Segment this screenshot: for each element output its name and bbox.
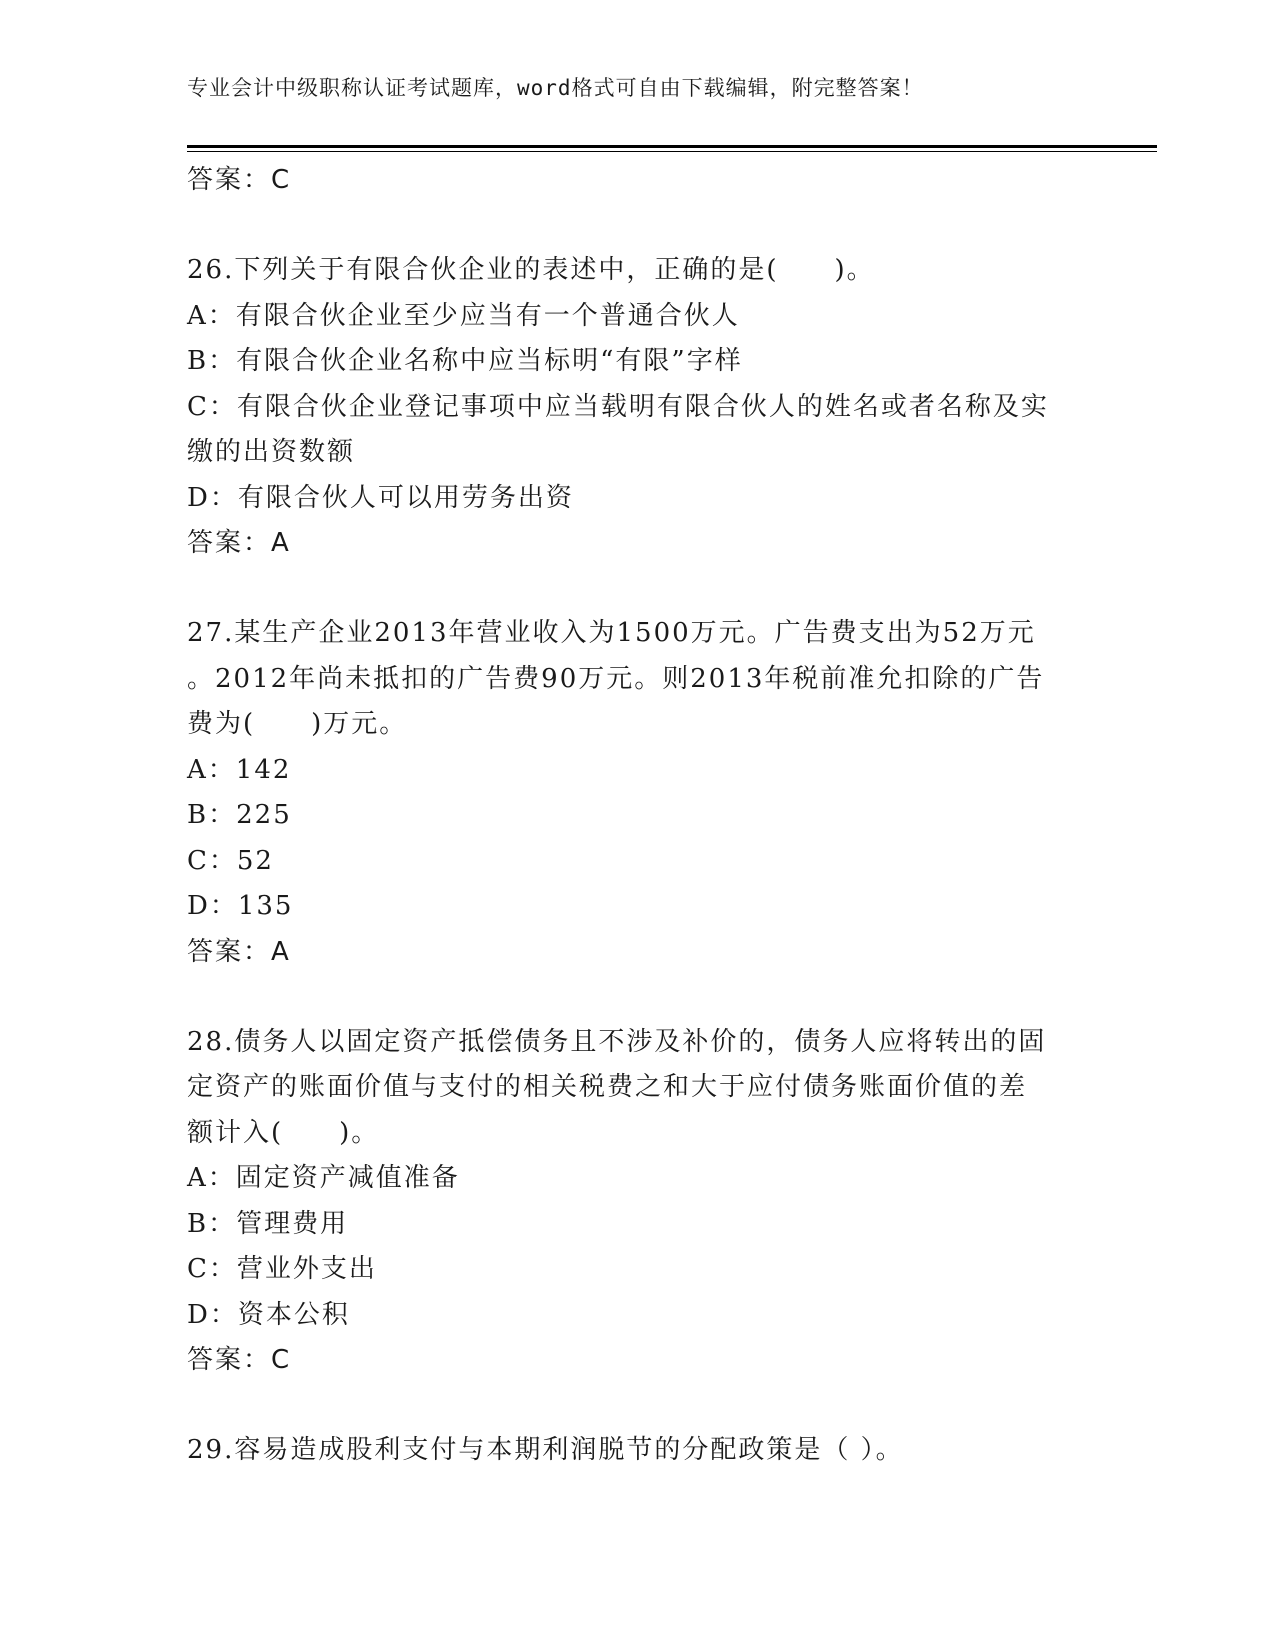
question-block <box>187 248 1087 566</box>
page-content <box>187 158 1087 1474</box>
question-stem-cont: 定资产的账面价值与支付的相关税费之和大于应付债务账面价值的差 <box>187 1072 1028 1102</box>
question-stem-cont: 。2012年尚未抵扣的广告费90万元。则2013年税前准允扣除的广告 <box>187 663 1045 694</box>
question-stem: 27.某生产企业2013年营业收入为1500万元。广告费支出为52万元 <box>187 618 1036 648</box>
option-d: D：135 <box>187 891 294 921</box>
header-rule <box>187 145 1157 148</box>
option-b: B：有限合伙企业名称中应当标明“有限”字样 <box>187 346 743 376</box>
question-stem: 28.债务人以固定资产抵偿债务且不涉及补价的，债务人应将转出的固 <box>187 1026 1047 1057</box>
question-block <box>187 1428 1087 1474</box>
answer-line: 答案：A <box>187 936 291 967</box>
answer-line: 答案：C <box>187 1345 292 1375</box>
question-block <box>187 1020 1087 1384</box>
answer-line: 答案：C <box>187 165 292 195</box>
option-d: D：有限合伙人可以用劳务出资 <box>187 482 574 513</box>
question-block <box>187 611 1087 975</box>
option-a: A：固定资产减值准备 <box>187 1163 460 1193</box>
option-c: C：有限合伙企业登记事项中应当载明有限合伙人的姓名或者名称及实 <box>187 391 1049 422</box>
answer-line: 答案：A <box>187 528 291 558</box>
option-d: D：资本公积 <box>187 1299 350 1330</box>
question-stem-cont: 费为( )万元。 <box>187 709 408 739</box>
option-c-cont: 缴的出资数额 <box>187 437 356 467</box>
option-b: B：225 <box>187 800 292 830</box>
header-rule-thin <box>187 151 1157 152</box>
option-a: A：142 <box>187 754 292 785</box>
option-a: A：有限合伙企业至少应当有一个普通合伙人 <box>187 300 740 331</box>
option-c: C：52 <box>187 845 274 876</box>
question-stem-cont: 额计入( )。 <box>187 1117 380 1148</box>
page-header: 专业会计中级职称认证考试题库，word格式可自由下载编辑，附完整答案！ <box>187 76 924 100</box>
question-stem: 26.下列关于有限合伙企业的表述中，正确的是( )。 <box>187 255 875 285</box>
option-b: B：管理费用 <box>187 1208 349 1239</box>
question-stem: 29.容易造成股利支付与本期利润脱节的分配政策是（ ）。 <box>187 1435 904 1465</box>
option-c: C：营业外支出 <box>187 1254 377 1284</box>
